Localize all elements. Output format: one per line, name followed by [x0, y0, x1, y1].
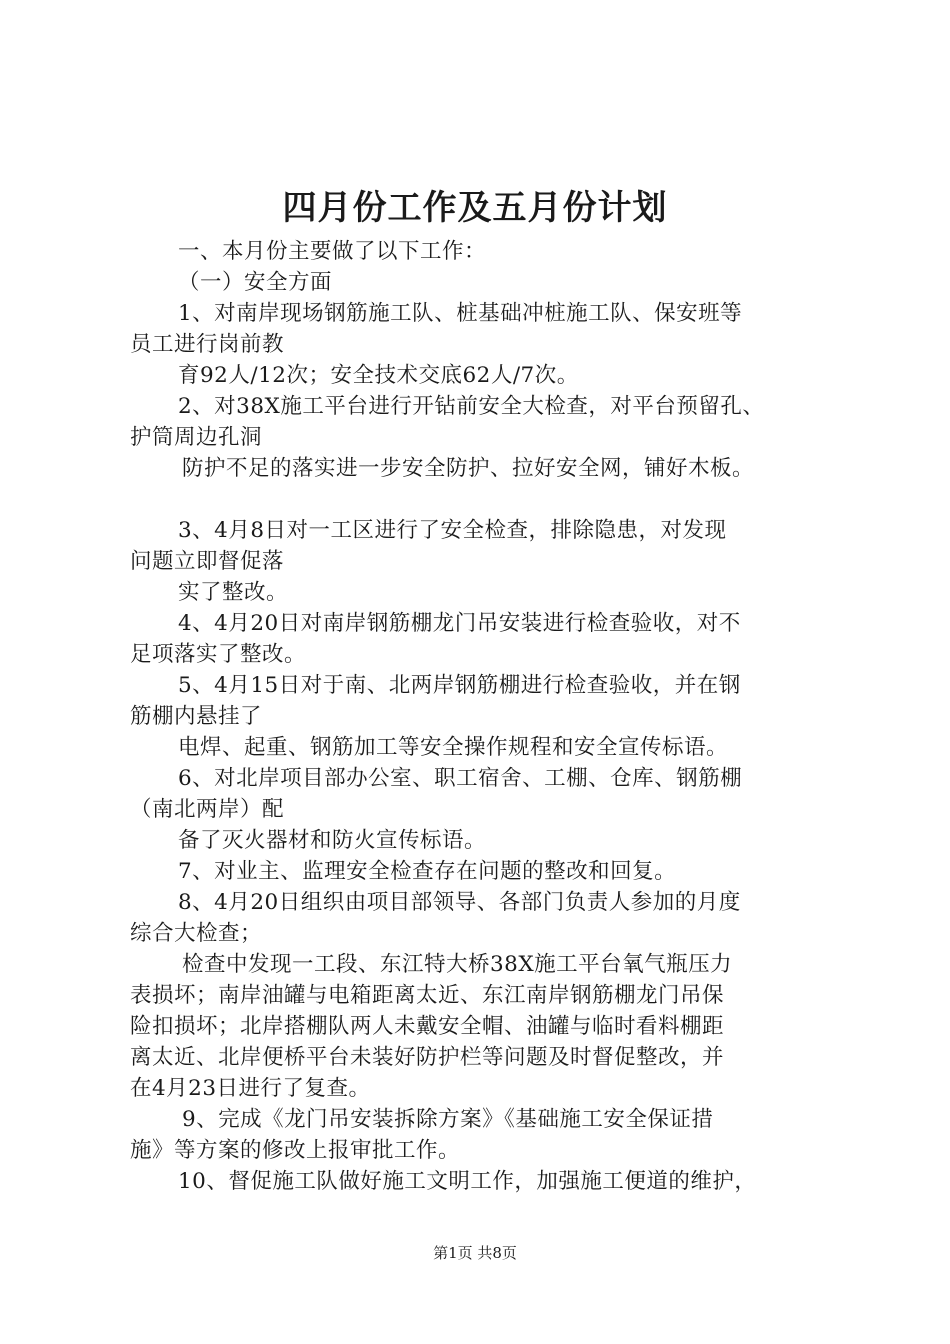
body-line: 9、完成《龙门吊安装拆除方案》《基础施工安全保证措 — [182, 1107, 714, 1132]
body-line: 一、本月份主要做了以下工作： — [178, 239, 487, 264]
body-line: 问题立即督促落 — [130, 549, 285, 574]
body-line: 表损坏；南岸油罐与电箱距离太近、东江南岸钢筋棚龙门吊保 — [130, 983, 725, 1008]
document-title: 四月份工作及五月份计划 — [282, 188, 668, 228]
body-line: 护筒周边孔洞 — [130, 425, 263, 450]
document-body — [130, 236, 840, 1197]
body-line: 检查中发现一工段、东江特大桥38X施工平台氧气瓶压力 — [182, 952, 733, 977]
body-line: 实了整改。 — [178, 580, 289, 605]
body-line: 1、对南岸现场钢筋施工队、桩基础冲桩施工队、保安班等 — [178, 301, 743, 326]
body-line: 备了灭火器材和防火宣传标语。 — [178, 828, 487, 853]
body-line: 10、督促施工队做好施工文明工作，加强施工便道的维护， — [178, 1169, 757, 1194]
blank-line — [130, 484, 840, 515]
body-line: 5、4月15日对于南、北两岸钢筋棚进行检查验收，并在钢 — [178, 673, 741, 698]
body-line: （南北两岸）配 — [130, 797, 285, 822]
body-line: 4、4月20日对南岸钢筋棚龙门吊安装进行检查验收，对不 — [178, 611, 741, 636]
body-line: 足项落实了整改。 — [130, 642, 307, 667]
body-line: 8、4月20日组织由项目部领导、各部门负责人参加的月度 — [178, 890, 741, 915]
body-line: 施》等方案的修改上报审批工作。 — [130, 1138, 461, 1163]
page-footer: 第1页 共8页 — [433, 1244, 517, 1262]
body-line: 险扣损坏；北岸搭棚队两人未戴安全帽、油罐与临时看料棚距 — [130, 1014, 725, 1039]
body-line: 育92人/12次；安全技术交底62人/7次。 — [178, 363, 579, 388]
body-line: 在4月23日进行了复查。 — [130, 1076, 371, 1101]
body-line: 综合大检查； — [130, 921, 263, 946]
body-line: 3、4月8日对一工区进行了安全检查，排除隐患，对发现 — [178, 518, 727, 543]
body-line: 7、对业主、监理安全检查存在问题的整改和回复。 — [178, 859, 677, 884]
body-line: 2、对38X施工平台进行开钻前安全大检查，对平台预留孔、 — [178, 394, 765, 419]
body-line: 6、对北岸项目部办公室、职工宿舍、工棚、仓库、钢筋棚 — [178, 766, 743, 791]
body-line: 防护不足的落实进一步安全防护、拉好安全网，铺好木板。 — [182, 456, 755, 481]
body-line: 电焊、起重、钢筋加工等安全操作规程和安全宣传标语。 — [178, 735, 729, 760]
body-line: （一）安全方面 — [178, 270, 333, 295]
body-line: 员工进行岗前教 — [130, 332, 285, 357]
body-line: 离太近、北岸便桥平台未装好防护栏等问题及时督促整改，并 — [130, 1045, 725, 1070]
body-line: 筋棚内悬挂了 — [130, 704, 263, 729]
